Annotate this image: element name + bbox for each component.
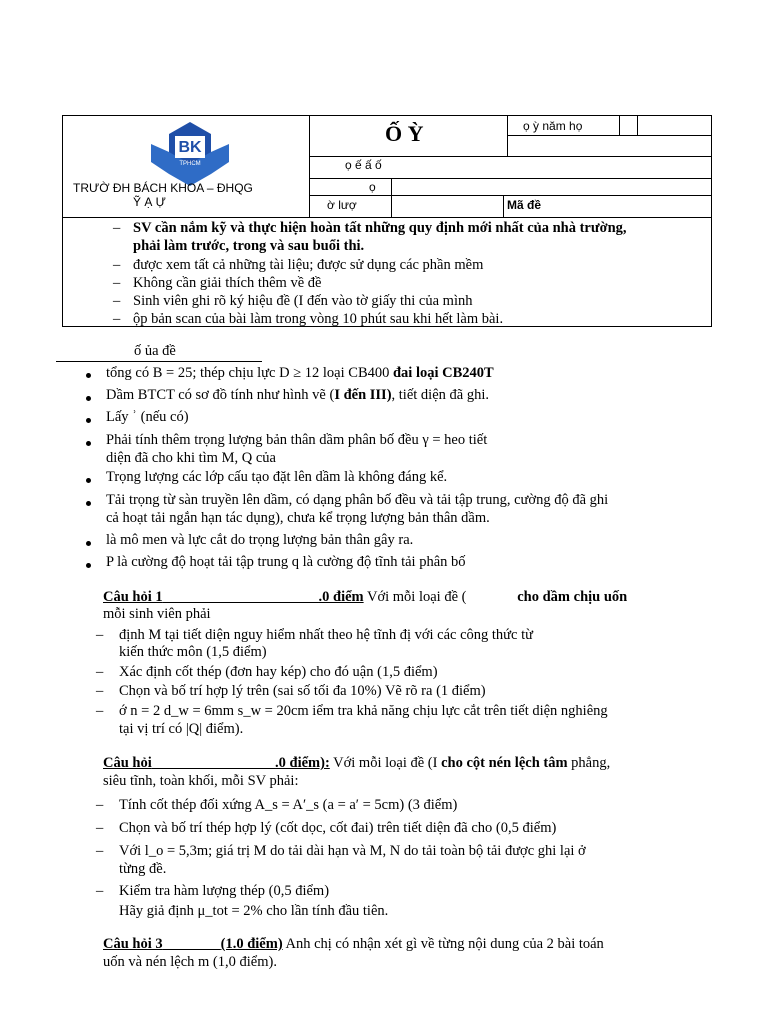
rule-dash: – [113,311,121,327]
question-3-header: Câu hỏi 3 (1.0 điểm) Anh chị có nhận xét gì về từng nội dung của 2 bài toán [103,936,604,952]
question-1-title: Câu hỏi 1 [103,589,163,605]
bullet [86,501,91,506]
bullet [86,478,91,483]
bullet-text: Dầm BTCT có sơ đồ tính như hình vẽ (I đến III), tiết diện đã ghi. [106,387,489,403]
q2-item: Chọn và bố trí thép hợp lý (cốt dọc, cốt đai) trên tiết diện đã cho (0,5 điểm) [119,820,557,836]
bullet-text: là mô men và lực cắt do trọng lượng bản thân gây ra. [106,532,414,548]
bullet-text: Trọng lượng các lớp cấu tạo đặt lên dầm là không đáng kể. [106,469,448,485]
item-dash: – [96,703,104,719]
item-dash: – [96,820,104,836]
bullet [86,563,91,568]
bullet-text: Lấy ʾ (nếu có) [106,409,189,425]
heading-underline [56,361,262,362]
divider [507,116,508,156]
q1-item: Xác định cốt thép (đơn hay kép) cho đó uận (1,5 điểm) [119,664,438,680]
bullet-text: Tải trọng từ sàn truyền lên dầm, có dạng phân bố đều và tải tập trung, cường độ đã ghi [106,492,609,508]
item-dash: – [96,627,104,643]
course-info-label: ọ ế ấ ố [345,158,382,172]
question-3-title: Câu hỏi 3 [103,936,163,952]
rule-item: SV cần nắm kỹ và thực hiện hoàn tất những quy định mới nhất của nhà trường, [133,220,627,236]
q1-item: định M tại tiết diện nguy hiểm nhất theo hệ tĩnh đị với các công thức từ [119,627,533,643]
rule-item: ộp bản scan của bài làm trong vòng 10 phút sau khi hết làm bài. [133,311,504,327]
question-2-intro: siêu tĩnh, toàn khối, mỗi SV phải: [103,773,299,789]
item-dash: – [96,797,104,813]
logo-text: BK [178,139,202,156]
question-1-header: Câu hỏi 1 .0 điểm Với mỗi loại đề ( cho dầm chịu uốn [103,589,628,605]
logo-subtext: TPHCM [179,161,201,167]
rule-dash: – [113,293,121,309]
divider [309,156,711,157]
question-2-title: Câu hỏi [103,755,152,771]
q1-item: tại vị trí có |Q| điểm). [119,721,244,737]
rule-dash: – [113,220,121,236]
exam-title: Ố Ỳ [385,121,424,146]
rule-item: Không cần giải thích thêm về đề [133,275,322,291]
bullet [86,396,91,401]
q2-item: Hãy giả định μ_tot = 2% cho lần tính đầu tiên. [119,903,389,919]
bullet [86,541,91,546]
divider [309,178,711,179]
rule-dash: – [113,257,121,273]
exam-code-label: Mã đề [507,198,542,212]
common-heading: ố ủa đề [134,343,176,359]
rule-item: được xem tất cả những tài liệu; được sử dụng các phần mềm [133,257,484,273]
item-dash: – [96,883,104,899]
bullet-text: tổng có B = 25; thép chịu lực D ≥ 12 loại CB400 đai loại CB240T [106,365,494,381]
item-dash: – [96,664,104,680]
divider [619,116,620,135]
divider [309,116,310,218]
divider [63,217,711,218]
item-dash: – [96,683,104,699]
course-code-label: ọ [369,180,376,194]
school-name: TRƯỜ ĐH BÁCH KHOA – ĐHQG [73,181,253,195]
university-logo [151,122,229,186]
bullet [86,373,91,378]
semester-label: ọ ỳ năm họ [523,119,583,133]
question-2-points: .0 điểm): [275,755,330,771]
question-1-intro: mỗi sinh viên phải [103,606,211,622]
q1-item: Chọn và bố trí hợp lý trên (sai số tối đa 10%) Vẽ rõ ra (1 điểm) [119,683,486,699]
bullet-text: P là cường độ hoạt tải tập trung q là cường độ tĩnh tải phân bố [106,554,466,570]
question-1-points: .0 điểm [318,589,364,605]
bullet-text: Phải tính thêm trọng lượng bản thân dầm phân bố đều γ = heo tiết [106,432,488,448]
q2-item: từng đề. [119,861,167,877]
item-dash: – [96,843,104,859]
bullet [86,418,91,423]
divider [507,135,711,136]
duration-label: ờ lượ [327,198,357,212]
question-3-text: uốn và nén lệch m (1,0 điểm). [103,954,277,970]
divider [391,178,392,218]
bullet-text: cả hoạt tải ngắn hạn tác dụng), chưa kể trọng lượng bản thân dầm. [106,510,490,526]
q2-item: Tính cốt thép đối xứng A_s = A′_s (a = a′ = 5cm) (3 điểm) [119,797,458,813]
rule-item: phải làm trước, trong và sau buổi thi. [133,238,365,254]
question-1-gap [163,589,319,605]
q2-item: Với l_o = 5,3m; giá trị M do tải dài hạn và M, N do tải toàn bộ tải được ghi lại ở [119,843,586,859]
exam-header-table [62,115,712,327]
rule-dash: – [113,275,121,291]
bullet-text: diện đã cho khi tìm M, Q của [106,450,276,466]
rule-item: Sinh viên ghi rõ ký hiệu đề (I đến vào tờ giấy thi của mình [133,293,473,309]
q1-item: kiến thức môn (1,5 điểm) [119,644,267,660]
school-subtitle: Ỹ Ạ Ự [133,195,166,209]
divider [309,195,711,196]
question-3-points: (1.0 điểm) [220,936,283,952]
divider [637,116,638,135]
divider [503,195,504,218]
q1-item: ớ n = 2 d_w = 6mm s_w = 20cm iểm tra khả năng chịu lực cắt trên tiết diện nghiêng [119,703,608,719]
bullet [86,441,91,446]
question-2-header: Câu hỏi .0 điểm): Với mỗi loại đề (I cho cột nén lệch tâm phẳng, [103,755,611,771]
q2-item: Kiểm tra hàm lượng thép (0,5 điểm) [119,883,330,899]
